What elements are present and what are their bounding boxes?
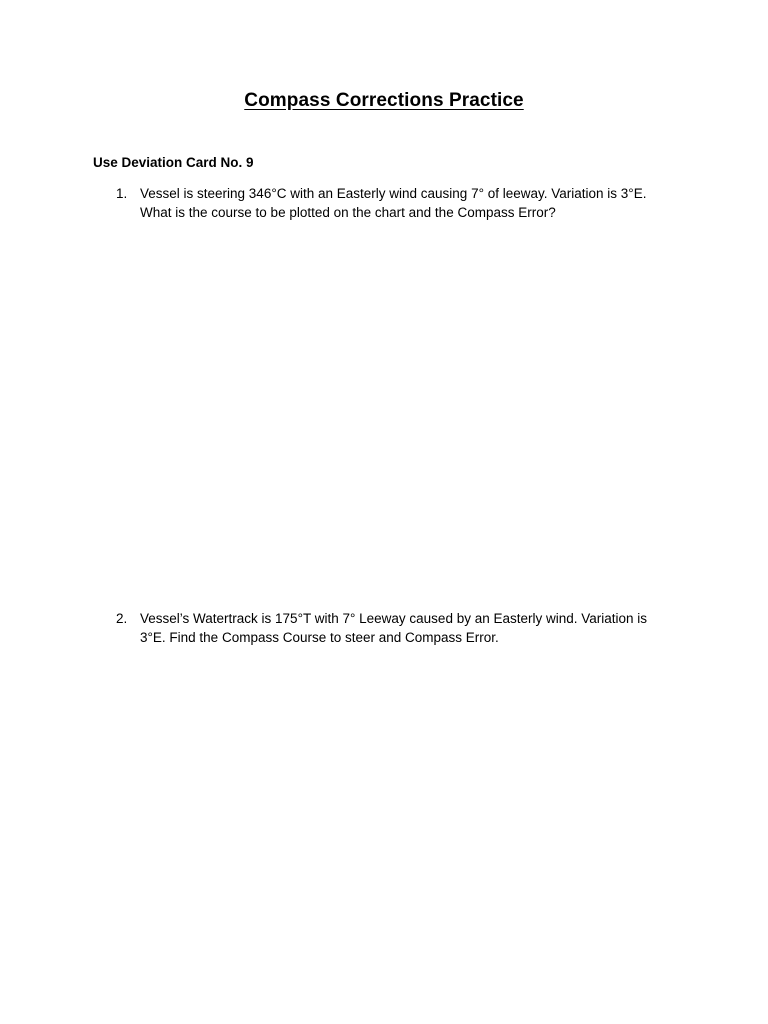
question-2-line-1: Vessel’s Watertrack is 175°T with 7° Leeway caused by an Easterly wind. Variation is <box>140 611 648 626</box>
question-2-line-2: 3°E. Find the Compass Course to steer and Compass Error. <box>140 630 499 645</box>
question-2-text <box>140 609 696 647</box>
question-1-number: 1. <box>116 186 128 201</box>
question-1-line-2: What is the course to be plotted on the chart and the Compass Error? <box>140 205 556 220</box>
question-2 <box>116 609 696 647</box>
document-title: Compass Corrections Practice <box>244 90 524 111</box>
deviation-card-instruction: Use Deviation Card No. 9 <box>93 155 254 170</box>
question-2-number: 2. <box>116 611 128 626</box>
question-1-line-1: Vessel is steering 346°C with an Easterly wind causing 7° of leeway. Variation is 3°E. <box>140 186 647 201</box>
question-1-text <box>140 184 696 222</box>
question-1 <box>116 184 696 222</box>
